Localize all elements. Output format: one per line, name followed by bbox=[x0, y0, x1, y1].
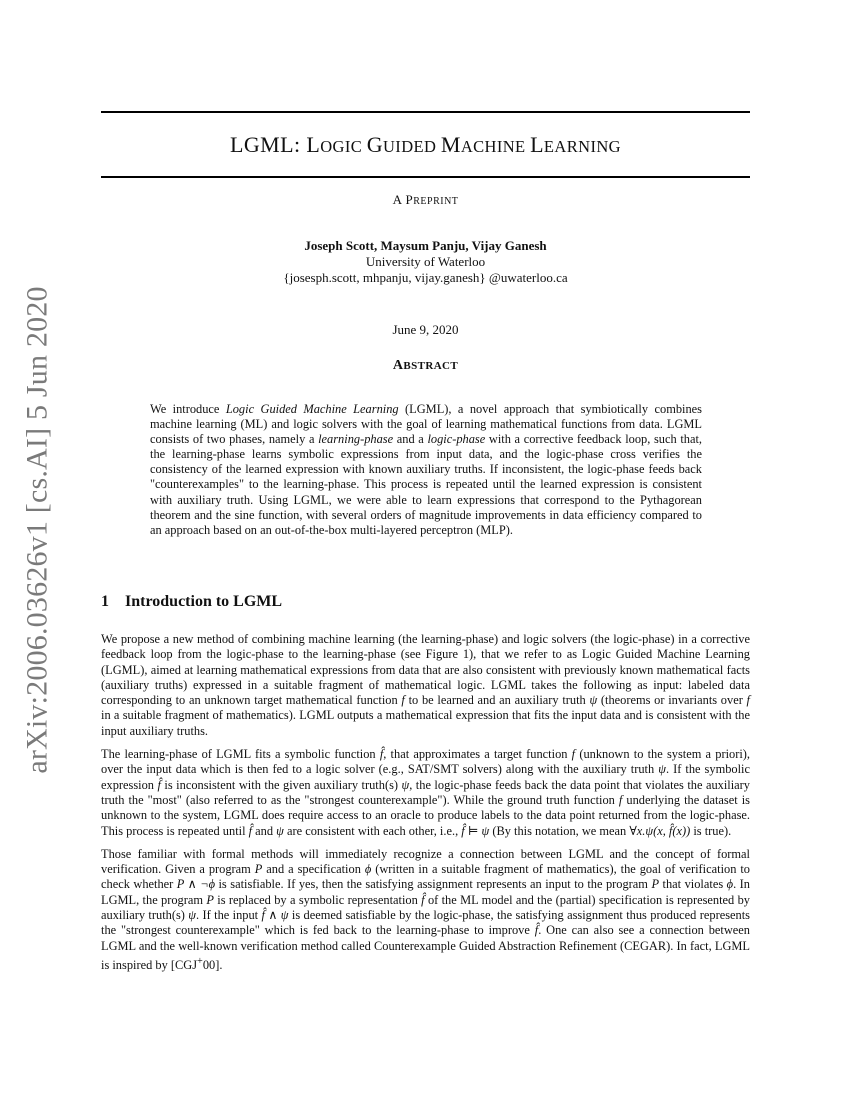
abstract-heading: ABSTRACT bbox=[392, 358, 459, 373]
author-names: Joseph Scott, Maysum Panju, Vijay Ganesh bbox=[304, 238, 547, 253]
affiliation: University of Waterloo bbox=[365, 254, 486, 269]
author-emails: {josesph.scott, mhpanju, vijay.ganesh} @uwaterloo.ca bbox=[283, 270, 568, 285]
abstract-text: We introduce Logic Guided Machine Learning (LGML), a novel approach that symbiotically combines machine learning (ML) and logic solvers with the goal of learning mathematical functions from data. LGML consists of two phases, namely a learning-phase and a logic-phase with a corrective feedback loop, such that, the learning-phase learns symbolic expressions from input data, and the logic-phase cross verifies the consistency of the learned expression with known auxiliary truths. If inconsistent, the logic-phase feeds back "counterexamples" to the learning-phase. This process is repeated until the learned expression is consistent with auxiliary truth. Using LGML, we were able to learn expressions that correspond to the Pythagorean theorem and the sine function, with several orders of magnitude improvements in data efficiency compared to an approach based on an out-of-the-box multi-layered perceptron (MLP). bbox=[150, 402, 703, 537]
paragraph-1: We propose a new method of combining machine learning (the learning-phase) and logic solvers (the logic-phase) in a corrective feedback loop from the logic-phase to the learning-phase (see Figure 1), that we refer to as Logic Guided Machine Learning (LGML), aimed at learning mathematical expressions from data that are also consistent with previously known mathematical facts (auxiliary truths) expressed in a suitable fragment of mathematical logic. LGML takes the following as input: labeled data corresponding to an unknown target mathematical function f to be learned and an auxiliary truth ψ (theorems or invariants over f in a suitable fragment of mathematics). LGML outputs a mathematical expression that fits the input data and is consistent with the input auxiliary truths. bbox=[101, 632, 750, 738]
section-body bbox=[101, 632, 750, 981]
preprint-label: A PREPRINT bbox=[392, 192, 459, 207]
paper-date: June 9, 2020 bbox=[392, 322, 459, 337]
paper-title: LGML: LOGIC GUIDED MACHINE LEARNING bbox=[230, 132, 621, 157]
title-rule-bottom bbox=[101, 176, 750, 178]
paragraph-2: The learning-phase of LGML fits a symbolic function f̂, that approximates a target function f (unknown to the system a priori), over the input data which is then fed to a logic solver (e.g., SAT/SMT solvers) along with the auxiliary truth ψ. If the symbolic expression f̂ is inconsistent with the given auxiliary truth(s) ψ, the logic-phase feeds back the data point that violates the auxiliary truth the "most" (also referred to as the "strongest counterexample"). While the ground truth function f underlying the dataset is unknown to the system, LGML does require access to an oracle to produce labels to the data point returned from the logic-phase. This process is repeated until f̂ and ψ are consistent with each other, i.e., f̂ ⊨ ψ (By this notation, we mean ∀x.ψ(x, f̂(x)) is true). bbox=[101, 747, 751, 838]
arxiv-sidebar-stamp bbox=[16, 286, 60, 774]
title-rule-top bbox=[101, 111, 750, 113]
arxiv-id: arXiv:2006.03626v1 [cs.AI] 5 Jun 2020 bbox=[21, 286, 54, 774]
author-block bbox=[101, 238, 750, 286]
section-heading: 1 Introduction to LGML bbox=[101, 593, 283, 610]
paragraph-3: Those familiar with formal methods will immediately recognize a connection between LGML and the concept of formal verification. Given a program P and a specification ϕ (written in a suitable fragment of mathematics), the goal of verification to check whether P ∧ ¬ϕ is satisfiable. If yes, then the satisfying assignment represents an input to the program P that violates ϕ. In LGML, the program P is replaced by a symbolic representation f̂ of the ML model and the (partial) specification is represented by auxiliary truth(s) ψ. If the input f̂ ∧ ψ is deemed satisfiable by the logic-phase, the satisfying assignment thus produced represents the "strongest counterexample" which is fed back to the learning-phase to improve f̂. One can also see a connection between LGML and the well-known verification method called Counterexample Guided Abstraction Refinement (CEGAR). In fact, LGML is inspired by [CGJ+00]. bbox=[101, 846, 750, 973]
